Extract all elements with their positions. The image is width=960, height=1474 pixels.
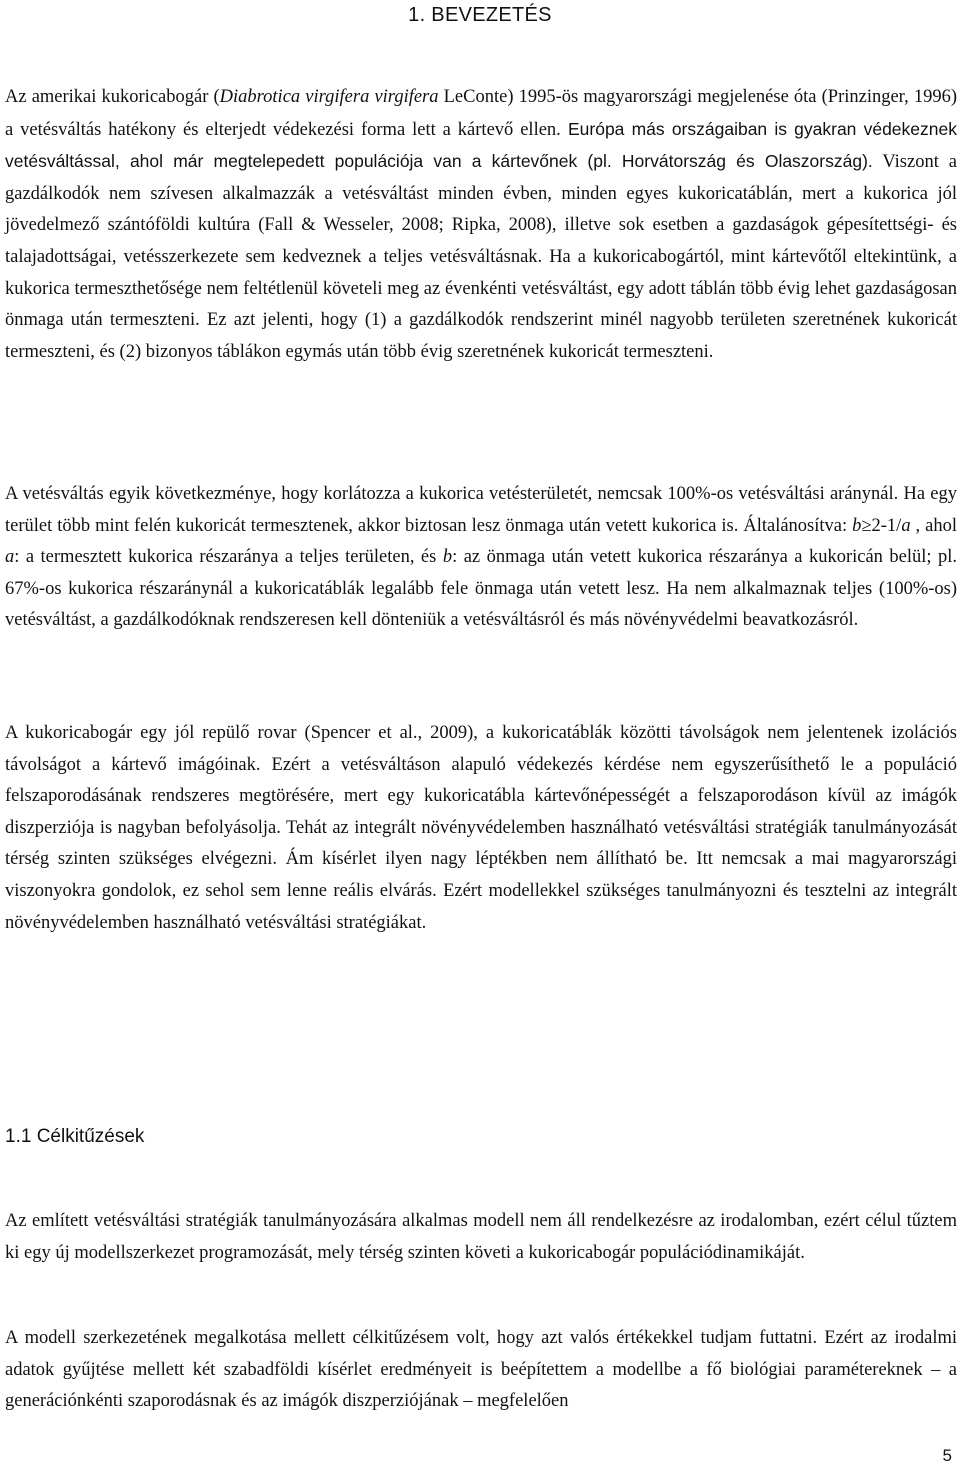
sentence: Ha egy terület több mint felén kukoricát termesztenek, akkor biztosan lesz önmaga után vetett kukorica is. xyxy=(5,484,957,536)
paragraph-consequence xyxy=(5,479,957,637)
paragraph-intro xyxy=(5,82,957,368)
sentence: , ahol xyxy=(910,515,957,536)
sentence: Az amerikai kukoricabogár ( xyxy=(5,87,220,107)
paragraph-dispersal: A kukoricabogár egy jól repülő rovar (Spencer et al., 2009), a kukoricatáblák közötti távolságok nem jelentenek izolációs távolságot a kártevő imágóinak. Ezért a vetésváltáson alapuló védekezés kérdése nem egyszerűsíthető le a populáció felszaporodásának rendszeres megtörésére, mert egy kukoricatábla kártevőnépességét a felszaporodáson kívül az imágók diszperziója is nagyban befolyásolja. Tehát az integrált növényvédelemben használható vetésváltási stratégiák tanulmányozását térség szinten szükséges elvégezni. Ám kísérlet ilyen nagy léptékben nem állítható be. Itt nemcsak a mai magyarországi viszonyokra gondolok, ez sehol sem lenne reális elvárás. Ezért modellekkel szükséges tanulmányozni és tesztelni az integrált növényvédelemben használható vetésváltási stratégiákat. xyxy=(5,723,957,933)
sentence: Európa más országaiban is gyakran védekeznek vetésváltással, ahol már megtelepedett populációja van a kártevőnek (pl. Horvátország és Olaszország). xyxy=(5,118,957,172)
formula-variable: a xyxy=(5,547,15,568)
page-number: 5 xyxy=(942,1446,952,1465)
paragraph-goal-model: Az említett vetésváltási stratégiák tanulmányozására alkalmas modell nem áll rendelkezésre az irodalomban, ezért célul tűztem ki egy új modellszerkezet programozását, mely térség szinten követi a kukoricabogár populációdinamikáját. xyxy=(5,1211,957,1263)
sentence: LeConte) 1995-ös magyarországi megjelenése óta (Prinzinger, 1996) a vetésváltás hatékony és elterjedt védekezési forma lett a kártevő ellen. xyxy=(5,87,957,140)
formula-variable: b xyxy=(852,515,862,536)
formula-text: ≥2-1/ xyxy=(861,515,902,536)
sentence: Ha nem alkalmaznak teljes (100%-os) vetésváltást, a gazdálkodóknak rendszeresen kell dönteniük a vetésváltásról és más növényvédelmi beavatkozásról. xyxy=(5,578,957,631)
sentence: : a termesztett kukorica részaránya a teljes területen, és xyxy=(14,547,443,568)
species-name: Diabrotica virgifera virgifera xyxy=(219,87,439,107)
formula-variable: a xyxy=(901,515,911,536)
formula-variable: b xyxy=(442,547,453,568)
sentence: Viszont a gazdálkodók nem szívesen alkalmazzák a vetésváltást minden évben, minden egyes kukoricatáblán, mert a kukorica jól jövedelmező szántóföldi kultúra (Fall & Wesseler, 2008; Ripka, 2008), illetve sok esetben a gazdaságok gépesítettségi- és talajadottságai, vetésszerkezete sem kedveznek a teljes vetésváltásnak. xyxy=(5,152,957,267)
sentence: Általánosítva: xyxy=(738,515,853,536)
paragraph-goal-data: A modell szerkezetének megalkotása mellett célkitűzésem volt, hogy azt valós értékekkel tudjam futtatni. Ezért az irodalmi adatok gyűjtése mellett két szabadföldi kísérlet eredményeit is beépítettem a modellbe a fő biológiai paramétereknek – a generációnkénti szaporodásnak és az imágók diszperziójának – megfelelően xyxy=(5,1328,957,1412)
sentence: : az önmaga után vetett kukorica részaránya a kukoricán belül; pl. 67%-os kukorica részaránynál a kukoricatáblák legalább fele önmaga után vetett lesz. xyxy=(5,547,958,599)
chapter-heading: 1. BEVEZETÉS xyxy=(408,4,552,26)
sentence: A vetésváltás egyik következménye, hogy korlátozza a kukorica vetésterületét, nemcsak 100%-os vetésváltási aránynál. xyxy=(5,484,899,504)
section-heading: 1.1 Célkitűzések xyxy=(5,1126,145,1147)
sentence: Ha a kukoricabogártól, mint kártevőtől eltekintünk, a kukorica termeszthetősége nem feltétlenül követeli meg az évenkénti vetésváltást, egy adott táblán több évig lehet gazdaságosan önmaga után termeszteni. Ez azt jelenti, hogy (1) a gazdálkodók rendszerint minél nagyobb területen szeretnének kukoricát termeszteni, és (2) bizonyos táblákon egymás után több évig szeretnének kukoricát termeszteni. xyxy=(5,246,957,362)
